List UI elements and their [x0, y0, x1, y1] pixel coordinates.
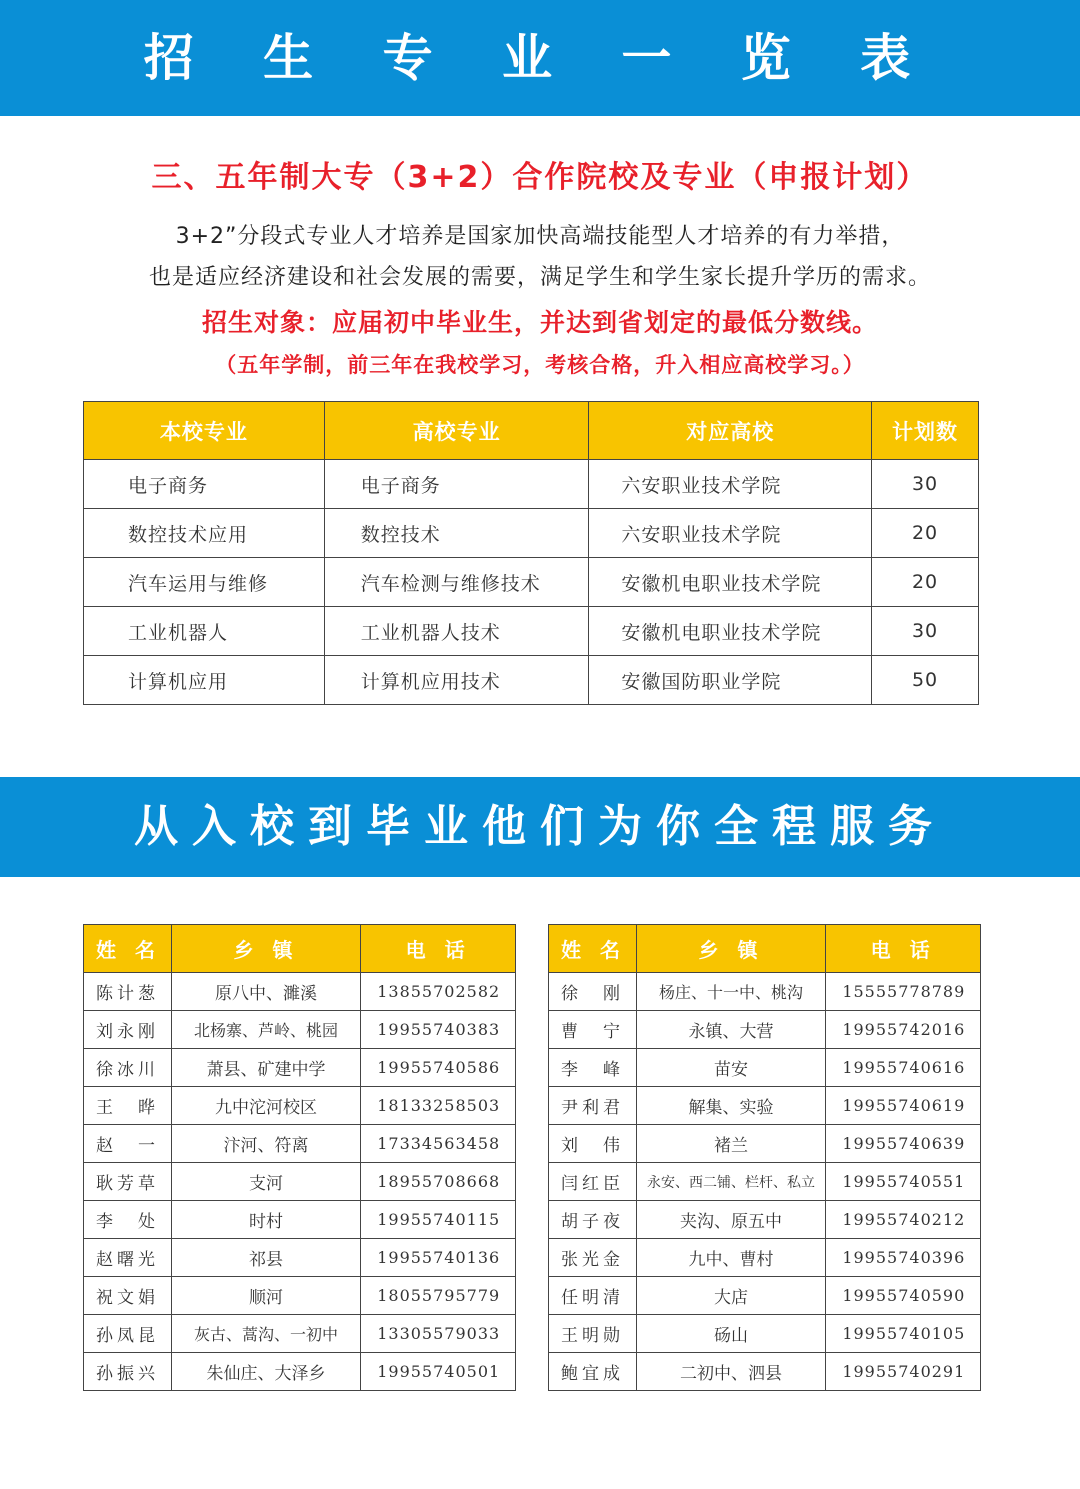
table-row [84, 1277, 516, 1315]
college-major-cell: 工业机器人技术 [324, 607, 589, 656]
contact-header-row [549, 925, 981, 973]
contact-phone-cell: 19955742016 [826, 1011, 981, 1049]
contact-phone-cell: 19955740551 [826, 1163, 981, 1201]
college-major-cell: 电子商务 [324, 460, 589, 509]
contact-name-cell: 王明勋 [549, 1315, 637, 1353]
contact-phone-cell: 13855702582 [361, 973, 516, 1011]
table-row [84, 973, 516, 1011]
service-banner-title: 从入校到毕业他们为你全程服务 [134, 801, 946, 852]
contact-town-cell: 解集、实验 [636, 1087, 826, 1125]
college-cell: 安徽国防职业学院 [589, 656, 872, 705]
contact-name-cell: 李 处 [84, 1201, 172, 1239]
service-banner [0, 777, 1080, 877]
contact-phone-cell: 18955708668 [361, 1163, 516, 1201]
table-row [84, 1011, 516, 1049]
table-row [84, 1125, 516, 1163]
contact-town-cell: 苗安 [636, 1049, 826, 1087]
contact-phone-cell: 19955740590 [826, 1277, 981, 1315]
plan-count-cell: 20 [872, 509, 979, 558]
table-row [549, 1239, 981, 1277]
table-row [549, 1353, 981, 1391]
table-row [84, 1353, 516, 1391]
table-row [84, 1201, 516, 1239]
contact-town-cell: 祁县 [171, 1239, 360, 1277]
school-major-cell: 数控技术应用 [84, 509, 325, 558]
contact-phone-cell: 19955740586 [361, 1049, 516, 1087]
contact-name-cell: 闫红臣 [549, 1163, 637, 1201]
contact-phone-cell: 18133258503 [361, 1087, 516, 1125]
school-major-cell: 电子商务 [84, 460, 325, 509]
table-row [84, 656, 979, 705]
plan-count-cell: 50 [872, 656, 979, 705]
col-header-phone: 电 话 [361, 925, 516, 973]
col-header-name: 姓 名 [84, 925, 172, 973]
contact-table-left [83, 924, 516, 1391]
contact-phone-cell: 19955740136 [361, 1239, 516, 1277]
col-header-plan-count: 计划数 [872, 402, 979, 460]
contact-town-cell: 杨庄、十一中、桃沟 [636, 973, 826, 1011]
table-row [549, 1087, 981, 1125]
contact-phone-cell: 18055795779 [361, 1277, 516, 1315]
plan-count-cell: 20 [872, 558, 979, 607]
contact-phone-cell: 15555778789 [826, 973, 981, 1011]
contact-town-cell: 北杨寨、芦岭、桃园 [171, 1011, 360, 1049]
table-row [84, 1087, 516, 1125]
table-row [84, 509, 979, 558]
contact-name-cell: 祝文娟 [84, 1277, 172, 1315]
school-major-cell: 工业机器人 [84, 607, 325, 656]
contact-name-cell: 张光金 [549, 1239, 637, 1277]
col-header-school-major: 本校专业 [84, 402, 325, 460]
contact-name-cell: 孙凤昆 [84, 1315, 172, 1353]
contact-phone-cell: 19955740616 [826, 1049, 981, 1087]
contact-phone-cell: 19955740396 [826, 1239, 981, 1277]
contact-town-cell: 朱仙庄、大泽乡 [171, 1353, 360, 1391]
col-header-town: 乡 镇 [171, 925, 360, 973]
table-row [84, 1163, 516, 1201]
table-row [549, 1315, 981, 1353]
contact-header-row [84, 925, 516, 973]
col-header-name: 姓 名 [549, 925, 637, 973]
contact-phone-cell: 19955740291 [826, 1353, 981, 1391]
table-row [84, 607, 979, 656]
contact-name-cell: 尹利君 [549, 1087, 637, 1125]
contact-name-cell: 赵曙光 [84, 1239, 172, 1277]
contact-town-cell: 支河 [171, 1163, 360, 1201]
contact-phone-cell: 19955740212 [826, 1201, 981, 1239]
college-major-cell: 数控技术 [324, 509, 589, 558]
table-row [84, 460, 979, 509]
contact-name-cell: 孙振兴 [84, 1353, 172, 1391]
col-header-town: 乡 镇 [636, 925, 826, 973]
major-table [83, 401, 979, 705]
contact-phone-cell: 19955740639 [826, 1125, 981, 1163]
college-major-cell: 计算机应用技术 [324, 656, 589, 705]
contact-name-cell: 耿芳草 [84, 1163, 172, 1201]
intro-line-2: 也是适应经济建设和社会发展的需要，满足学生和学生家长提升学历的需求。 [148, 265, 931, 290]
col-header-college: 对应高校 [589, 402, 872, 460]
school-major-cell: 汽车运用与维修 [84, 558, 325, 607]
contact-name-cell: 徐冰川 [84, 1049, 172, 1087]
college-cell: 六安职业技术学院 [589, 509, 872, 558]
contact-town-cell: 汴河、符离 [171, 1125, 360, 1163]
table-row [84, 1315, 516, 1353]
table-row [549, 1011, 981, 1049]
contact-town-cell: 九中、曹村 [636, 1239, 826, 1277]
contact-town-cell: 顺河 [171, 1277, 360, 1315]
contact-town-cell: 灰古、蒿沟、一初中 [171, 1315, 360, 1353]
contact-phone-cell: 17334563458 [361, 1125, 516, 1163]
enroll-target: 招生对象：应届初中毕业生，并达到省划定的最低分数线。 [201, 308, 878, 337]
contact-name-cell: 任明清 [549, 1277, 637, 1315]
contact-town-cell: 大店 [636, 1277, 826, 1315]
table-row [549, 1163, 981, 1201]
contact-town-cell: 砀山 [636, 1315, 826, 1353]
contact-name-cell: 刘 伟 [549, 1125, 637, 1163]
intro-line-1: 3+2”分段式专业人才培养是国家加快高端技能型人才培养的有力举措， [175, 224, 905, 249]
contact-name-cell: 赵 一 [84, 1125, 172, 1163]
contact-phone-cell: 19955740501 [361, 1353, 516, 1391]
contact-town-cell: 九中沱河校区 [171, 1087, 360, 1125]
banner-title: 招 生 专 业 一 览 表 [143, 29, 937, 87]
school-major-cell: 计算机应用 [84, 656, 325, 705]
contact-name-cell: 徐 刚 [549, 973, 637, 1011]
plan-count-cell: 30 [872, 460, 979, 509]
program-note: （五年学制，前三年在我校学习，考核合格，升入相应高校学习。） [215, 353, 865, 377]
table-row [549, 1277, 981, 1315]
contact-town-cell: 二初中、泗县 [636, 1353, 826, 1391]
contact-town-cell: 夹沟、原五中 [636, 1201, 826, 1239]
contact-name-cell: 胡子夜 [549, 1201, 637, 1239]
table-row [84, 1239, 516, 1277]
contact-phone-cell: 19955740383 [361, 1011, 516, 1049]
college-cell: 安徽机电职业技术学院 [589, 607, 872, 656]
contact-town-cell: 永安、西二铺、栏杆、私立 [636, 1163, 826, 1201]
contact-town-cell: 萧县、矿建中学 [171, 1049, 360, 1087]
contact-table-right [548, 924, 981, 1391]
table-row [84, 558, 979, 607]
contact-town-cell: 褚兰 [636, 1125, 826, 1163]
contact-name-cell: 曹 宁 [549, 1011, 637, 1049]
contact-town-cell: 永镇、大营 [636, 1011, 826, 1049]
contact-name-cell: 王 晔 [84, 1087, 172, 1125]
table-row [84, 1049, 516, 1087]
top-banner [0, 0, 1080, 116]
plan-count-cell: 30 [872, 607, 979, 656]
section-title: 三、五年制大专（3+2）合作院校及专业（申报计划） [151, 160, 929, 195]
college-cell: 安徽机电职业技术学院 [589, 558, 872, 607]
contact-name-cell: 鲍宜成 [549, 1353, 637, 1391]
table-row [549, 1049, 981, 1087]
contact-name-cell: 刘永刚 [84, 1011, 172, 1049]
contact-phone-cell: 13305579033 [361, 1315, 516, 1353]
contact-name-cell: 陈计葱 [84, 973, 172, 1011]
contact-phone-cell: 19955740619 [826, 1087, 981, 1125]
contact-town-cell: 原八中、濉溪 [171, 973, 360, 1011]
college-cell: 六安职业技术学院 [589, 460, 872, 509]
contact-phone-cell: 19955740115 [361, 1201, 516, 1239]
college-major-cell: 汽车检测与维修技术 [324, 558, 589, 607]
contact-town-cell: 时村 [171, 1201, 360, 1239]
table-row [549, 973, 981, 1011]
major-table-header-row [84, 402, 979, 460]
contact-name-cell: 李 峰 [549, 1049, 637, 1087]
col-header-phone: 电 话 [826, 925, 981, 973]
table-row [549, 1125, 981, 1163]
table-row [549, 1201, 981, 1239]
contact-phone-cell: 19955740105 [826, 1315, 981, 1353]
col-header-college-major: 高校专业 [324, 402, 589, 460]
